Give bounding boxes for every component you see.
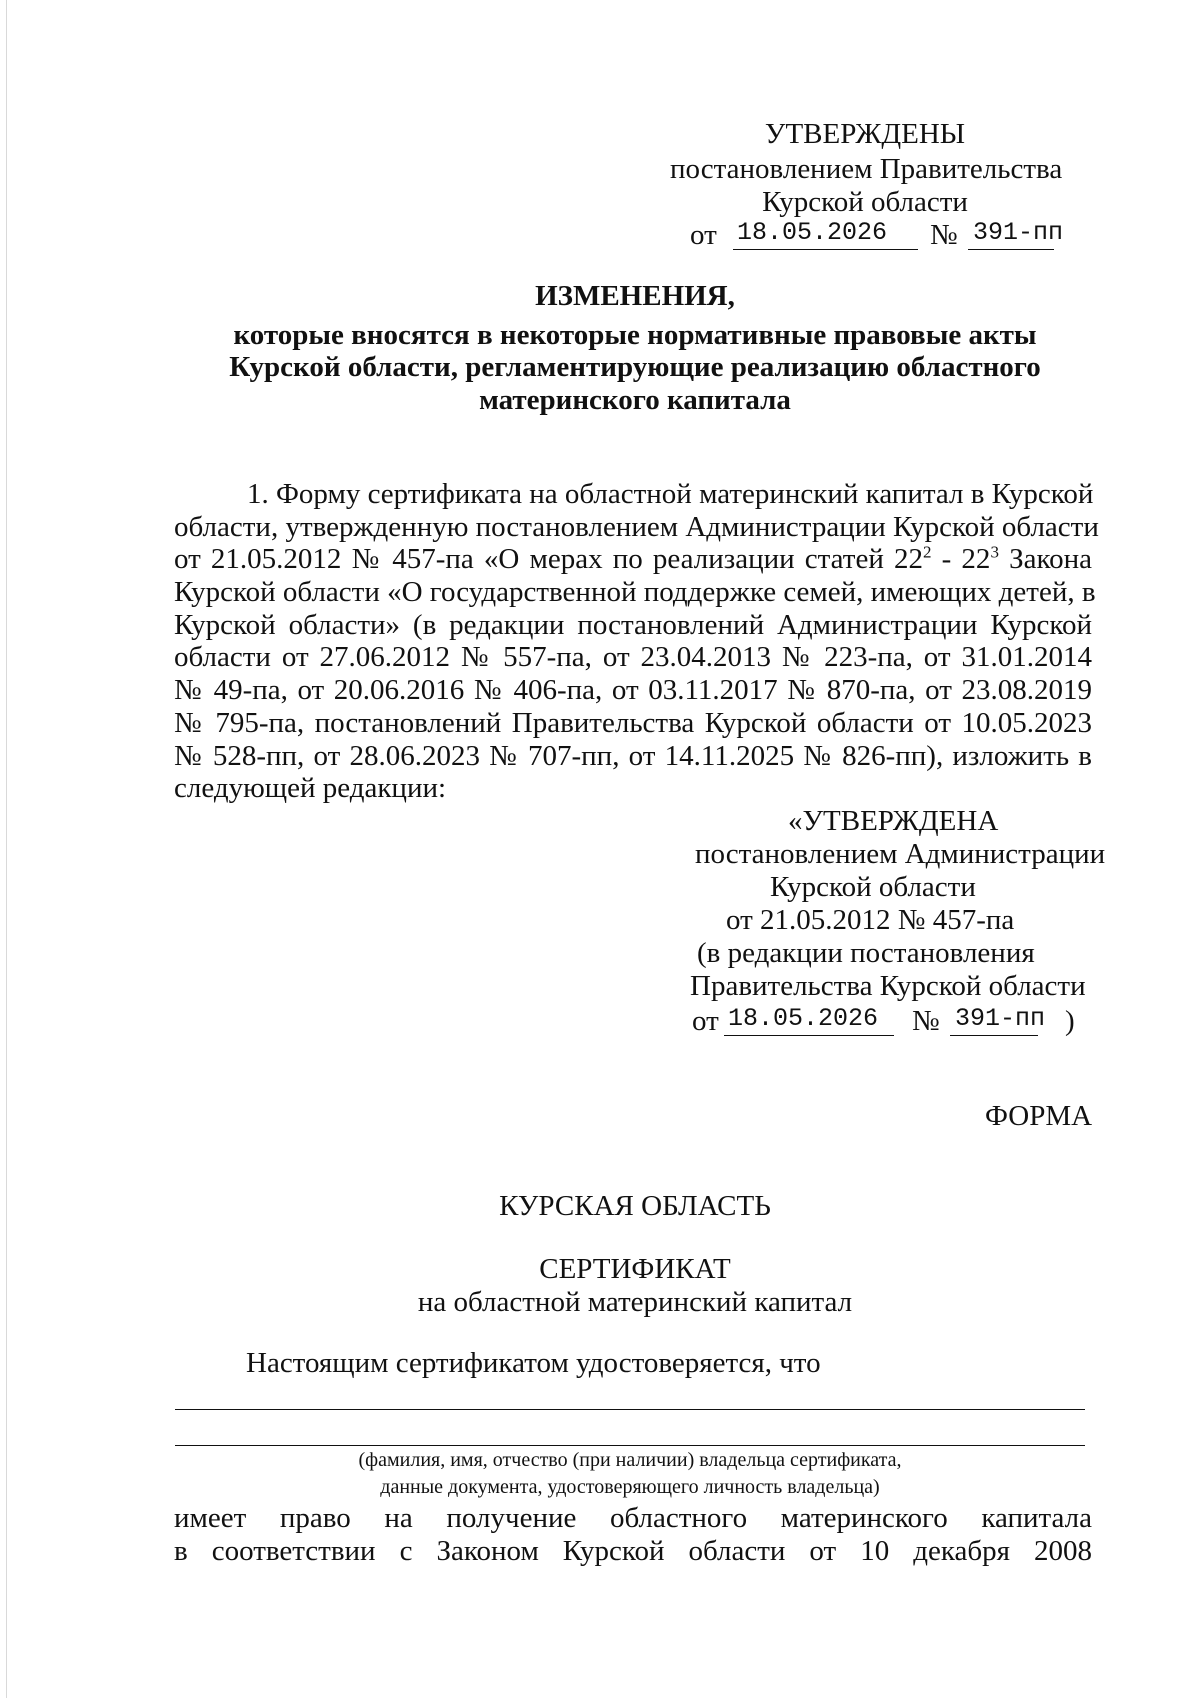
paragraph-line-with-superscripts: от 21.05.2012 № 457-па «О мерах по реализации статей $22^2 - 22^3$ Закона (174, 542, 1092, 576)
approval2-line-4: (в редакции постановления (697, 937, 1035, 969)
superscript: 2 (923, 542, 932, 562)
approval2-line-2: Курской области (770, 871, 976, 903)
approval2-number: 391-пп (955, 1004, 1046, 1033)
main-paragraph (174, 478, 1099, 805)
certificate-subtitle: на областной материнский капитал (417, 1286, 853, 1318)
approval-number-underline (968, 249, 1054, 250)
approval-number: 391-пп (973, 218, 1064, 247)
approval2-date-underline (724, 1035, 894, 1036)
paragraph-line: области от 27.06.2012 № 557-па, от 23.04.2013 № 223-па, от 31.01.2014 (174, 641, 1092, 674)
paragraph-line: 1. Форму сертификата на областной материнский капитал в Курской (247, 478, 1094, 510)
certificate-title: СЕРТИФИКАТ (539, 1253, 731, 1285)
approval2-heading: «УТВЕРЖДЕНА (788, 805, 999, 837)
paragraph-line: № 49-па, от 20.06.2016 № 406-па, от 03.11.2017 № 870-па, от 23.08.2019 (174, 674, 1092, 707)
certificate-intro: Настоящим сертификатом удостоверяется, что (246, 1347, 821, 1379)
paragraph-line: области, утвержденную постановлением Администрации Курской области (174, 510, 1099, 543)
title-line-2: Курской области, регламентирующие реализацию областного (229, 351, 1041, 383)
paragraph-line: № 528-пп, от 28.06.2023 № 707-пп, от 14.11.2025 № 826-пп), изложить в (174, 739, 1092, 772)
approval2-date: 18.05.2026 (728, 1004, 879, 1033)
approval-date: 18.05.2026 (737, 218, 888, 247)
approval-line-2: Курской области (762, 186, 968, 218)
owner-caption-2: данные документа, удостоверяющего личность владельца) (380, 1476, 880, 1498)
paragraph-line: Курской области «О государственной поддержке семей, имеющих детей, в (174, 576, 1096, 609)
approval-date-underline (733, 249, 918, 250)
approval-from-label: от (690, 219, 717, 251)
scan-edge-line (6, 0, 7, 1698)
paragraph-line: следующей редакции: (174, 772, 447, 805)
approval2-line-5: Правительства Курской области (690, 970, 1086, 1002)
owner-blank-line-2 (175, 1445, 1085, 1446)
paragraph-line: № 795-па, постановлений Правительства Курской области от 10.05.2023 (174, 706, 1092, 739)
owner-caption-1: (фамилия, имя, отчество (при наличии) владельца сертификата, (358, 1449, 902, 1471)
statement-line: имеет право на получение областного материнского капитала (174, 1502, 1092, 1534)
approval-heading: УТВЕРЖДЕНЫ (764, 118, 966, 150)
statement-line: в соответствии с Законом Курской области от 10 декабря 2008 (174, 1534, 1092, 1567)
approval2-number-label: № (912, 1005, 940, 1037)
region-name: КУРСКАЯ ОБЛАСТЬ (499, 1190, 771, 1222)
title-line-1: которые вносятся в некоторые нормативные правовые акты (233, 319, 1037, 351)
approval2-line-3: от 21.05.2012 № 457-па (726, 904, 1015, 936)
right-statement (174, 1502, 1092, 1567)
superscript: 3 (990, 542, 999, 562)
approval2-line-1: постановлением Администрации (695, 838, 1106, 870)
approval2-close-paren: ) (1065, 1005, 1075, 1037)
approval2-from-label: от (692, 1005, 719, 1037)
form-label: ФОРМА (985, 1100, 1093, 1132)
title-line-3: материнского капитала (479, 384, 791, 416)
owner-blank-line-1 (175, 1409, 1085, 1410)
approval2-number-underline (950, 1035, 1038, 1036)
approval-line-1: постановлением Правительства (670, 153, 1063, 185)
approval-number-label: № (930, 219, 958, 251)
title-main: ИЗМЕНЕНИЯ, (535, 280, 735, 312)
paragraph-line: Курской области» (в редакции постановлений Администрации Курской (174, 608, 1092, 641)
